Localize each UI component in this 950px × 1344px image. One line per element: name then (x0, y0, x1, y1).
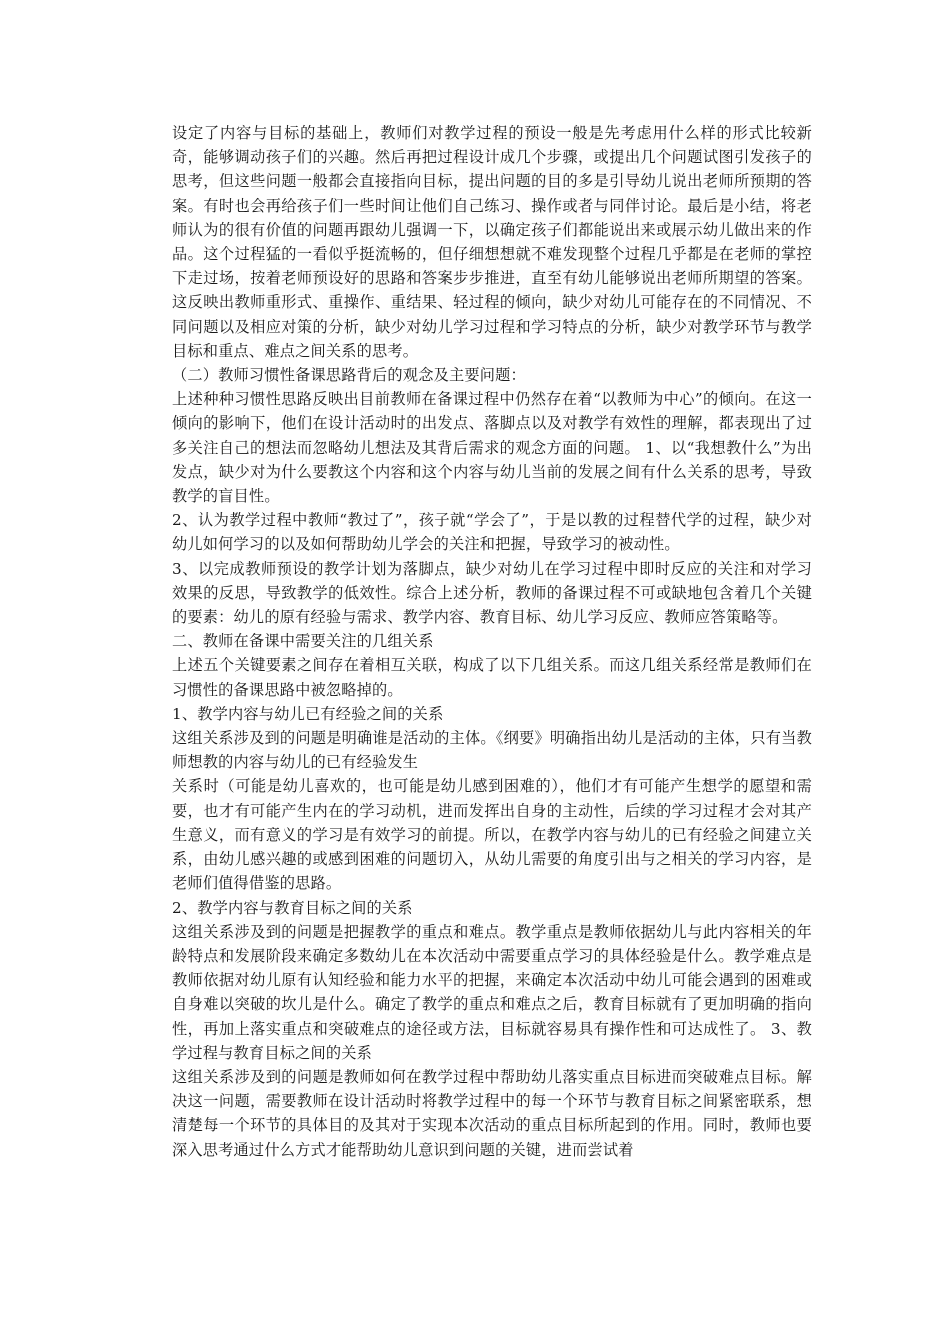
paragraph-teacher-centered: 上述种种习惯性思路反映出目前教师在备课过程中仍然存在着“以教师为中心”的倾向。在这一倾向的影响下，他们在设计活动时的出发点、落脚点以及对教学有效性的理解，都表现出了过多关注自己的想法而忽略幼儿想法及其背后需求的观念方面的问题。 1、以“我想教什么”为出发点，缺少对为什么要教这个内容和这个内容与幼儿当前的发展之间有什么关系的思考，导致教学的盲目性。 (172, 390, 812, 506)
paragraph-point-2: 2、认为教学过程中教师“教过了”，孩子就“学会了”，于是以教的过程替代学的过程，缺少对幼儿如何学习的以及如何帮助幼儿学会的关注和把握，导致学习的被动性。 (172, 511, 812, 554)
paragraph-point-3: 3、以完成教师预设的教学计划为落脚点，缺少对幼儿在学习过程中即时反应的关注和对学习效果的反思，导致教学的低效性。综合上述分析，教师的备课过程不可或缺地包含着几个关键的要素：幼儿的原有经验与需求、教学内容、教育目标、幼儿学习反应、教师应答策略等。 (172, 559, 812, 627)
subheading-relation-2: 2、教学内容与教育目标之间的关系 (172, 898, 413, 917)
paragraph-relation-3: 这组关系涉及到的问题是教师如何在教学过程中帮助幼儿落实重点目标进而突破难点目标。解决这一问题，需要教师在设计活动时将教学过程中的每一个环节与教育目标之间紧密联系，想清楚每一个环节的具体目的及其对于实现本次活动的重点目标所起到的作用。同时，教师也要深入思考通过什么方式才能帮助幼儿意识到问题的关键，进而尝试着 (172, 1067, 812, 1159)
paragraph-relation-1-a: 这组关系涉及到的问题是明确谁是活动的主体。《纲要》明确指出幼儿是活动的主体，只有当教师想教的内容与幼儿的已有经验发生 (172, 729, 812, 772)
paragraph-five-elements: 上述五个关键要素之间存在着相互关联，构成了以下几组关系。而这几组关系经常是教师们在习惯性的备课思路中被忽略掉的。 (172, 656, 812, 699)
subheading-relation-1: 1、教学内容与幼儿已有经验之间的关系 (172, 704, 444, 723)
paragraph-relation-1-b: 关系时（可能是幼儿喜欢的，也可能是幼儿感到困难的），他们才有可能产生想学的愿望和需要，也才有可能产生内在的学习动机，进而发挥出自身的主动性，后续的学习过程才会对其产生意义，而有意义的学习是有效学习的前提。所以，在教学内容与幼儿的已有经验之间建立关系，由幼儿感兴趣的或感到困难的问题切入，从幼儿需要的角度引出与之相关的学习内容，是老师们值得借鉴的思路。 (172, 777, 812, 893)
subheading-habit-concepts: （二）教师习惯性备课思路背后的观念及主要问题： (172, 366, 526, 385)
paragraph-relation-2: 这组关系涉及到的问题是把握教学的重点和难点。教学重点是教师依据幼儿与此内容相关的年龄特点和发展阶段来确定多数幼儿在本次活动中需要重点学习的具体经验是什么。教学难点是教师依据对幼儿原有认知经验和能力水平的把握，来确定本次活动中幼儿可能会遇到的困难或自身难以突破的坎儿是什么。确定了教学的重点和难点之后，教育目标就有了更加明确的指向性，再加上落实重点和突破难点的途径或方法，目标就容易具有操作性和可达成性了。 3、教学过程与教育目标之间的关系 (172, 922, 812, 1062)
paragraph-process-preset: 设定了内容与目标的基础上，教师们对教学过程的预设一般是先考虑用什么样的形式比较新奇，能够调动孩子们的兴趣。然后再把过程设计成几个步骤，或提出几个问题试图引发孩子的思考，但这些问题一般都会直接指向目标，提出问题的目的多是引导幼儿说出老师所预期的答案。有时也会再给孩子们一些时间让他们自己练习、操作或者与同伴讨论。最后是小结，将老师认为的很有价值的问题再跟幼儿强调一下，以确定孩子们都能说出来或展示幼儿做出来的作品。这个过程猛的一看似乎挺流畅的，但仔细想想就不难发现整个过程几乎都是在老师的掌控下走过场，按着老师预设好的思路和答案步步推进，直至有幼儿能够说出老师所期望的答案。这反映出教师重形式、重操作、重结果、轻过程的倾向，缺少对幼儿可能存在的不同情况、不同问题以及相应对策的分析，缺少对幼儿学习过程和学习特点的分析，缺少对教学环节与教学目标和重点、难点之间关系的思考。 (172, 124, 812, 360)
heading-section-two: 二、教师在备课中需要关注的几组关系 (172, 632, 434, 651)
document-body (172, 121, 812, 1162)
